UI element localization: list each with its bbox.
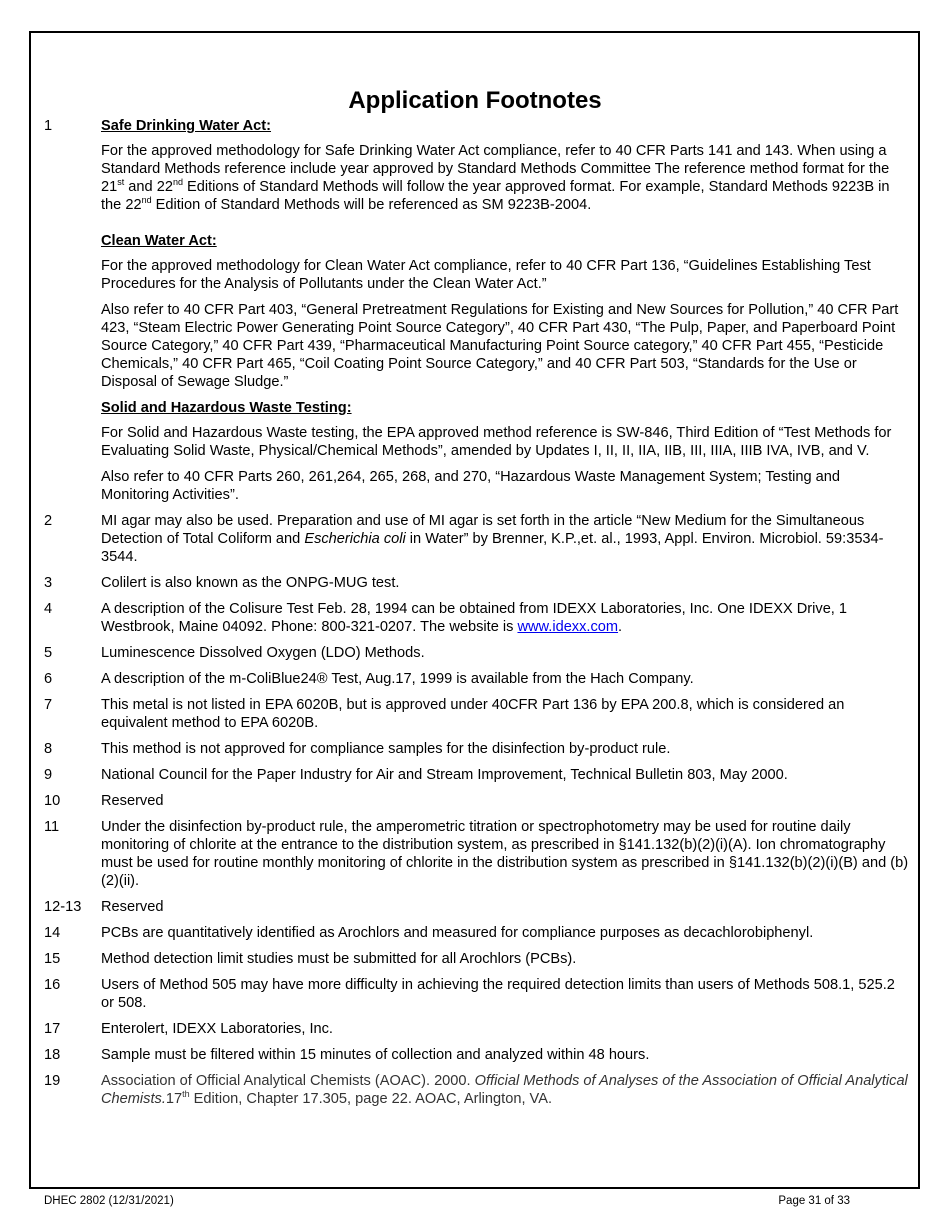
footnote-1 <box>0 117 950 504</box>
footnote-text: Association of Official Analytical Chemists (AOAC). 2000. Official Methods of Analyses of the Association of Official Analytical Chemists.17th Edition, Chapter 17.305, page 22. AOAC, Arlington, VA. <box>101 1073 908 1107</box>
footnote-number: 12-13 <box>44 899 82 915</box>
footnote-text: Sample must be filtered within 15 minutes of collection and analyzed within 48 hours. <box>101 1047 650 1063</box>
footnote-5 <box>0 644 950 662</box>
footnote-text: This method is not approved for compliance samples for the disinfection by-product rule. <box>101 741 671 757</box>
shw-heading: Solid and Hazardous Waste Testing: <box>101 400 352 416</box>
footnote-number: 18 <box>44 1047 61 1063</box>
footnote-14 <box>0 924 950 942</box>
footnote-text: National Council for the Paper Industry for Air and Stream Improvement, Technical Bulletin 803, May 2000. <box>101 767 788 783</box>
footnote-text: Enterolert, IDEXX Laboratories, Inc. <box>101 1021 333 1037</box>
footnote-number: 17 <box>44 1021 61 1037</box>
footnote-number: 7 <box>44 697 53 713</box>
idexx-link[interactable]: www.idexx.com <box>517 619 619 635</box>
footnote-6 <box>0 670 950 688</box>
footnote-text: A description of the Colisure Test Feb. 28, 1994 can be obtained from IDEXX Laboratories, Inc. One IDEXX Drive, 1 Westbrook, Maine 04092. Phone: 800-321-0207. The website is www.idexx.com. <box>101 601 848 635</box>
footnote-number: 14 <box>44 925 61 941</box>
footnote-15 <box>0 950 950 968</box>
footnote-4 <box>0 600 950 636</box>
footnote-text: Method detection limit studies must be submitted for all Arochlors (PCBs). <box>101 951 577 967</box>
shw-paragraph-2: Also refer to 40 CFR Parts 260, 261,264, 265, 268, and 270, “Hazardous Waste Management System; Testing and Monitoring Activities”. <box>101 469 841 503</box>
cwa-paragraph-2: Also refer to 40 CFR Part 403, “General Pretreatment Regulations for Existing and New Sources for Pollution,” 40 CFR Part 423, “Steam Electric Power Generating Point Source Category”, 40 CFR Part 430, “The Pulp, Paper, and Paperboard Point Source Category,” 40 CFR Part 439, “Pharmaceutical Manufacturing Point Source category,” 40 CFR Part 455, “Pesticide Chemicals,” 40 CFR Part 465, “Coil Coating Point Source Category,” and 40 CFR Part 503, “Standards for the Use or Disposal of Sewage Sludge.” <box>101 302 899 390</box>
footnote-number: 10 <box>44 793 61 809</box>
footnote-text: Colilert is also known as the ONPG-MUG test. <box>101 575 400 591</box>
footnote-text: Reserved <box>101 793 164 809</box>
footnote-number: 2 <box>44 513 53 529</box>
footnote-16 <box>0 976 950 1012</box>
footer-form-id: DHEC 2802 (12/31/2021) <box>44 1195 174 1207</box>
footnote-3 <box>0 574 950 592</box>
footnote-7 <box>0 696 950 732</box>
footnote-number: 19 <box>44 1073 61 1089</box>
sdwa-heading: Safe Drinking Water Act: <box>101 118 272 134</box>
page-title: Application Footnotes <box>348 87 602 114</box>
footer-page-number: Page 31 of 33 <box>778 1195 850 1207</box>
footnote-text: This metal is not listed in EPA 6020B, but is approved under 40CFR Part 136 by EPA 200.8, which is considered an equivalent method to EPA 6020B. <box>101 697 845 731</box>
footnote-number: 15 <box>44 951 61 967</box>
footnote-number: 6 <box>44 671 53 687</box>
footnote-19 <box>0 1072 950 1108</box>
footnote-text: A description of the m-ColiBlue24® Test, Aug.17, 1999 is available from the Hach Company. <box>101 671 694 687</box>
footnote-text: Users of Method 505 may have more difficulty in achieving the required detection limits than users of Methods 508.1, 525.2 or 508. <box>101 977 895 1011</box>
footnote-number: 16 <box>44 977 61 993</box>
footnote-9 <box>0 766 950 784</box>
footnote-number: 1 <box>44 118 53 134</box>
footnote-number: 11 <box>44 819 60 835</box>
footnotes-list <box>0 117 950 1116</box>
footnote-8 <box>0 740 950 758</box>
footnote-number: 4 <box>44 601 53 617</box>
footnote-number: 5 <box>44 645 53 661</box>
footnote-11 <box>0 818 950 890</box>
footnote-text: Under the disinfection by-product rule, the amperometric titration or spectrophotometry may be used for routine daily monitoring of chlorite at the entrance to the distribution system, as prescribed in §141.132(b)(2)(i)(A). Ion chromatography must be used for routine monthly monitoring of chlorite in the distribution system as prescribed in §141.132(b)(2)(i)(B) and (b)(2)(ii). <box>101 819 909 889</box>
footnote-number: 9 <box>44 767 53 783</box>
footnote-18 <box>0 1046 950 1064</box>
footnote-2 <box>0 512 950 566</box>
shw-paragraph-1: For Solid and Hazardous Waste testing, the EPA approved method reference is SW-846, Third Edition of “Test Methods for Evaluating Solid Waste, Physical/Chemical Methods”, amended by Updates I, II, II, IIA, IIB, III, IIIA, IIIB IVA, IVB, and V. <box>101 425 892 459</box>
footnote-text: Luminescence Dissolved Oxygen (LDO) Methods. <box>101 645 425 661</box>
cwa-heading: Clean Water Act: <box>101 233 217 249</box>
sdwa-paragraph: For the approved methodology for Safe Drinking Water Act compliance, refer to 40 CFR Parts 141 and 143. When using a Standard Methods reference include year approved by Standard Methods Committee The reference method format for the 21st and 22nd Editions of Standard Methods will follow the year approved format. For example, Standard Methods 9223B in the 22nd Edition of Standard Methods will be referenced as SM 9223B-2004. <box>101 143 890 213</box>
footnote-number: 3 <box>44 575 53 591</box>
footnote-text: MI agar may also be used. Preparation and use of MI agar is set forth in the article “New Medium for the Simultaneous Detection of Total Coliform and Escherichia coli in Water” by Brenner, K.P.,et. al., 1993, Appl. Environ. Microbiol. 59:3534-3544. <box>101 513 884 565</box>
footnote-12-13 <box>0 898 950 916</box>
footnote-text: Reserved <box>101 899 164 915</box>
footnote-10 <box>0 792 950 810</box>
cwa-paragraph-1: For the approved methodology for Clean Water Act compliance, refer to 40 CFR Part 136, “Guidelines Establishing Test Procedures for the Analysis of Pollutants under the Clean Water Act.” <box>101 258 871 292</box>
footnote-text: PCBs are quantitatively identified as Arochlors and measured for compliance purposes as decachlorobiphenyl. <box>101 925 814 941</box>
footnote-number: 8 <box>44 741 53 757</box>
footnote-17 <box>0 1020 950 1038</box>
